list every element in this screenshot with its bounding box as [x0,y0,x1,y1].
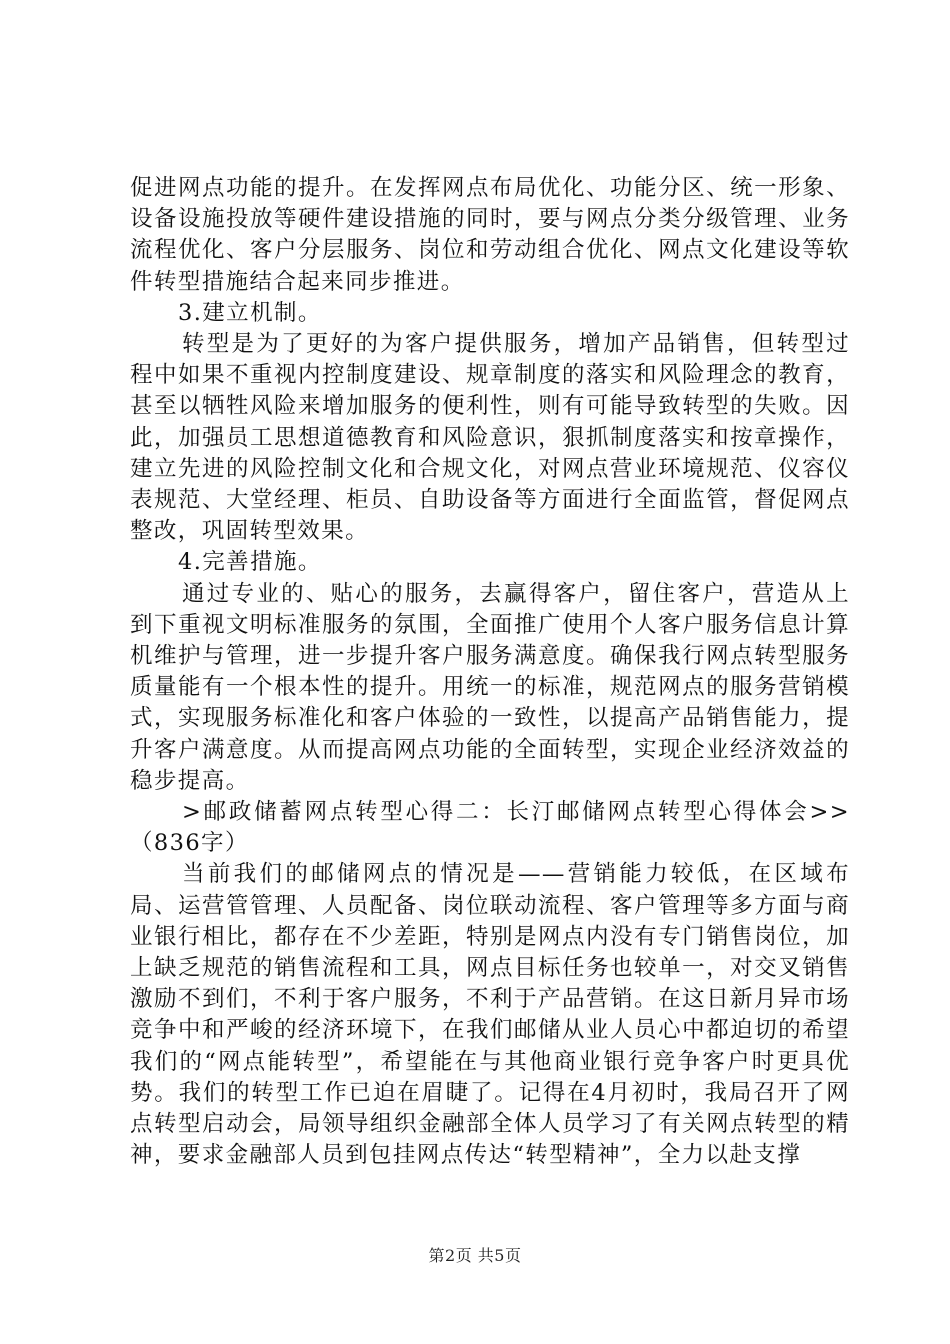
paragraph-1: 促进网点功能的提升。在发挥网点布局优化、功能分区、统一形象、设备设施投放等硬件建设措施的同时，要与网点分类分级管理、业务流程优化、客户分层服务、岗位和劳动组合优化、网点文化建设等软件转型措施结合起来同步推进。 [130,175,850,295]
heading-4: 4.完善措施。 [178,549,322,576]
section-title: >邮政储蓄网点转型心得二：长汀邮储网点转型心得体会>>（836字） [130,799,850,857]
document-body [130,173,850,1172]
paragraph-3: 通过专业的、贴心的服务，去赢得客户，留住客户，营造从上到下重视文明标准服务的氛围，全面推广使用个人客户服务信息计算机维护与管理，进一步提升客户服务满意度。确保我行网点转型服务质量能有一个根本性的提升。用统一的标准，规范网点的服务营销模式，实现服务标准化和客户体验的一致性，以提高产品销售能力，提升客户满意度。从而提高网点功能的全面转型，实现企业经济效益的稳步提高。 [130,580,850,794]
paragraph-4: 当前我们的邮储网点的情况是——营销能力较低，在区域布局、运营管管理、人员配备、岗位联动流程、客户管理等多方面与商业银行相比，都存在不少差距，特别是网点内没有专门销售岗位，加上缺乏规范的销售流程和工具，网点目标任务也较单一，对交叉销售激励不到们，不利于客户服务，不利于产品营销。在这日新月异市场竞争中和严峻的经济环境下，在我们邮储从业人员心中都迫切的希望我们的“网点能转型”，希望能在与其他商业银行竞争客户时更具优势。我们的转型工作已迫在眉睫了。记得在4月初时，我局召开了网点转型启动会，局领导组织金融部全体人员学习了有关网点转型的精神，要求金融部人员到包挂网点传达“转型精神”，全力以赴支撑 [130,861,850,1169]
heading-3: 3.建立机制。 [178,299,322,326]
paragraph-2: 转型是为了更好的为客户提供服务，增加产品销售，但转型过程中如果不重视内控制度建设、规章制度的落实和风险理念的教育，甚至以牺牲风险来增加服务的便利性，则有可能导致转型的失败。因此，加强员工思想道德教育和风险意识，狠抓制度落实和按章操作，建立先进的风险控制文化和合规文化，对网点营业环境规范、仪容仪表规范、大堂经理、柜员、自助设备等方面进行全面监管，督促网点整改，巩固转型效果。 [130,331,850,545]
page-footer: 第2页 共5页 [428,1246,522,1265]
